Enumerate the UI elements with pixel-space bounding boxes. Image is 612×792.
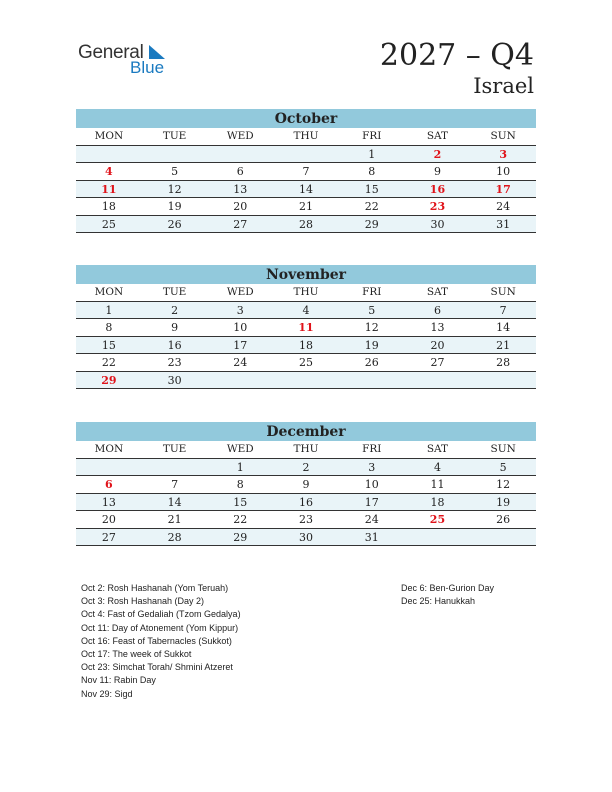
day-cell: 5 xyxy=(499,460,507,474)
weekday-label: TUE xyxy=(162,286,187,298)
holiday-day-cell: 6 xyxy=(105,478,113,491)
day-cell: 10 xyxy=(233,321,248,334)
day-cell xyxy=(470,529,536,546)
day-cell: 12 xyxy=(364,321,379,334)
day-cell: 31 xyxy=(496,217,511,231)
day-cell: 1 xyxy=(105,303,113,317)
day-cell: 14 xyxy=(299,182,314,196)
holiday-entry: Oct 11: Day of Atonement (Yom Kippur) xyxy=(81,622,239,633)
day-cell: 27 xyxy=(430,356,445,369)
week-row xyxy=(76,216,536,234)
holiday-entry: Dec 6: Ben-Gurion Day xyxy=(401,583,495,593)
week-row xyxy=(76,459,536,477)
holiday-day-cell: 29 xyxy=(101,373,117,387)
weekday-label: SUN xyxy=(490,443,516,455)
weekday-label: MON xyxy=(94,286,124,298)
day-cell xyxy=(142,459,208,476)
day-cell: 30 xyxy=(167,373,182,387)
holiday-day-cell: 4 xyxy=(105,165,113,178)
day-cell: 3 xyxy=(236,303,244,317)
day-cell: 17 xyxy=(233,338,248,352)
day-cell: 2 xyxy=(302,460,310,474)
day-cell: 19 xyxy=(496,495,511,509)
day-cell: 6 xyxy=(236,165,244,178)
day-cell: 15 xyxy=(233,495,248,509)
day-cell xyxy=(76,459,142,476)
day-cell: 23 xyxy=(299,513,314,526)
day-cell: 8 xyxy=(105,321,113,334)
day-cell: 14 xyxy=(167,495,182,509)
day-cell: 20 xyxy=(101,513,116,526)
day-cell: 12 xyxy=(167,182,182,196)
day-cell xyxy=(76,146,142,163)
holiday-day-cell: 11 xyxy=(298,321,314,334)
day-cell xyxy=(405,372,471,389)
day-cell xyxy=(207,146,273,163)
day-cell: 21 xyxy=(496,338,511,352)
day-cell: 24 xyxy=(364,513,379,526)
day-cell: 10 xyxy=(496,165,511,178)
holiday-list-right xyxy=(401,582,494,608)
weekday-label: SAT xyxy=(426,130,449,142)
day-cell xyxy=(273,372,339,389)
day-cell xyxy=(207,372,273,389)
weekday-label: THU xyxy=(293,130,319,142)
holiday-entry: Oct 23: Simchat Torah/ Shmini Atzeret xyxy=(81,662,233,673)
day-cell: 23 xyxy=(167,356,182,369)
week-row xyxy=(76,372,536,390)
month-header: November xyxy=(76,265,536,284)
logo-blue: Blue xyxy=(130,58,165,77)
day-cell: 3 xyxy=(368,460,376,474)
holiday-entry: Oct 16: Feast of Tabernacles (Sukkot) xyxy=(81,635,232,646)
weekday-label: FRI xyxy=(362,130,382,142)
day-cell: 6 xyxy=(433,303,441,317)
day-cell: 21 xyxy=(167,513,182,526)
day-cell: 22 xyxy=(101,356,116,369)
day-cell: 25 xyxy=(299,356,314,369)
day-cell: 12 xyxy=(496,478,511,491)
day-cell: 26 xyxy=(496,513,511,526)
country-name: Israel xyxy=(473,74,534,98)
holiday-day-cell: 23 xyxy=(429,200,446,213)
day-cell: 25 xyxy=(101,217,116,231)
logo-triangle-icon xyxy=(149,45,165,59)
day-cell: 20 xyxy=(233,200,248,213)
day-cell: 26 xyxy=(167,217,182,231)
weekday-label: THU xyxy=(293,443,319,455)
weekday-label: WED xyxy=(226,286,254,298)
day-cell: 4 xyxy=(433,460,441,474)
day-cell: 19 xyxy=(364,338,379,352)
day-cell xyxy=(273,146,339,163)
day-cell: 9 xyxy=(302,478,310,491)
day-cell: 28 xyxy=(496,356,511,369)
week-row xyxy=(76,198,536,216)
day-cell: 17 xyxy=(364,495,379,509)
day-cell: 14 xyxy=(496,321,511,334)
holiday-day-cell: 11 xyxy=(101,182,117,196)
day-cell: 8 xyxy=(368,165,376,178)
week-row xyxy=(76,181,536,199)
day-cell: 15 xyxy=(101,338,116,352)
day-cell: 28 xyxy=(167,530,182,544)
day-cell: 13 xyxy=(233,182,248,196)
holiday-day-cell: 2 xyxy=(433,147,442,161)
holiday-entry: Oct 3: Rosh Hashanah (Day 2) xyxy=(81,596,205,607)
day-cell: 30 xyxy=(430,217,445,231)
day-cell xyxy=(142,146,208,163)
week-row xyxy=(76,511,536,529)
weekday-label: SAT xyxy=(426,286,449,298)
day-cell: 24 xyxy=(496,200,511,213)
week-row xyxy=(76,163,536,181)
weekday-label: TUE xyxy=(162,130,187,142)
day-cell: 15 xyxy=(364,182,379,196)
day-cell: 2 xyxy=(171,303,179,317)
month-november xyxy=(76,265,536,389)
day-cell: 11 xyxy=(430,478,445,491)
day-cell: 13 xyxy=(430,321,445,334)
weekday-label: SUN xyxy=(490,286,516,298)
day-cell: 7 xyxy=(499,303,507,317)
weekday-label: MON xyxy=(94,130,124,142)
weekday-header-row xyxy=(76,128,536,146)
day-cell: 4 xyxy=(302,303,310,317)
day-cell: 10 xyxy=(364,478,379,491)
day-cell: 24 xyxy=(233,356,248,369)
month-december xyxy=(76,422,536,546)
week-row xyxy=(76,302,536,320)
day-cell: 20 xyxy=(430,338,445,352)
day-cell: 22 xyxy=(233,513,248,526)
weekday-label: WED xyxy=(226,130,254,142)
holiday-list-left xyxy=(81,582,241,701)
day-cell: 16 xyxy=(167,338,182,352)
day-cell xyxy=(405,529,471,546)
holiday-day-cell: 17 xyxy=(495,182,511,196)
week-row xyxy=(76,354,536,372)
weekday-label: SAT xyxy=(426,443,449,455)
day-cell: 26 xyxy=(364,356,379,369)
week-row xyxy=(76,337,536,355)
day-cell: 21 xyxy=(299,200,314,213)
holiday-entry: Nov 11: Rabin Day xyxy=(81,675,156,686)
day-cell: 7 xyxy=(171,478,179,491)
logo-general: General xyxy=(78,42,144,63)
holiday-entry: Oct 4: Fast of Gedaliah (Tzom Gedalya) xyxy=(81,609,241,620)
day-cell: 30 xyxy=(299,530,314,544)
holiday-day-cell: 3 xyxy=(499,147,507,161)
logo xyxy=(78,42,188,82)
day-cell: 5 xyxy=(368,303,376,317)
weekday-label: SUN xyxy=(490,130,516,142)
holiday-day-cell: 16 xyxy=(429,182,446,196)
week-row xyxy=(76,476,536,494)
weekday-label: WED xyxy=(226,443,254,455)
day-cell xyxy=(339,372,405,389)
weekday-label: MON xyxy=(94,443,124,455)
month-header: October xyxy=(76,109,536,128)
weekday-label: FRI xyxy=(362,286,382,298)
month-october xyxy=(76,109,536,233)
day-cell: 9 xyxy=(433,165,441,178)
day-cell: 1 xyxy=(236,460,244,474)
weekday-header-row xyxy=(76,284,536,302)
holiday-entry: Oct 17: The week of Sukkot xyxy=(81,649,192,660)
day-cell: 27 xyxy=(233,217,248,231)
day-cell: 31 xyxy=(364,530,379,544)
page-title: 2027 – Q4 xyxy=(379,38,534,73)
day-cell: 29 xyxy=(233,530,248,544)
day-cell: 13 xyxy=(101,495,116,509)
day-cell: 28 xyxy=(299,217,314,231)
weekday-label: FRI xyxy=(362,443,382,455)
day-cell: 7 xyxy=(302,165,310,178)
week-row xyxy=(76,529,536,547)
day-cell: 27 xyxy=(101,530,116,544)
weekday-header-row xyxy=(76,441,536,459)
holiday-entry: Nov 29: Sigd xyxy=(81,688,133,699)
holiday-entry: Dec 25: Hanukkah xyxy=(401,596,476,607)
day-cell: 1 xyxy=(368,147,376,161)
day-cell: 22 xyxy=(364,200,379,213)
weekday-label: TUE xyxy=(162,443,187,455)
day-cell: 16 xyxy=(299,495,314,509)
day-cell: 9 xyxy=(171,321,179,334)
month-header: December xyxy=(76,422,536,441)
day-cell: 18 xyxy=(299,338,314,352)
day-cell: 19 xyxy=(167,200,182,213)
day-cell: 5 xyxy=(171,165,179,178)
week-row xyxy=(76,494,536,512)
day-cell xyxy=(470,372,536,389)
day-cell: 29 xyxy=(364,217,379,231)
holiday-entry: Oct 2: Rosh Hashanah (Yom Teruah) xyxy=(81,583,229,593)
week-row xyxy=(76,146,536,164)
day-cell: 18 xyxy=(430,495,445,509)
day-cell: 18 xyxy=(101,200,116,213)
day-cell: 8 xyxy=(236,478,244,491)
weekday-label: THU xyxy=(293,286,319,298)
week-row xyxy=(76,319,536,337)
holiday-day-cell: 25 xyxy=(429,513,446,526)
